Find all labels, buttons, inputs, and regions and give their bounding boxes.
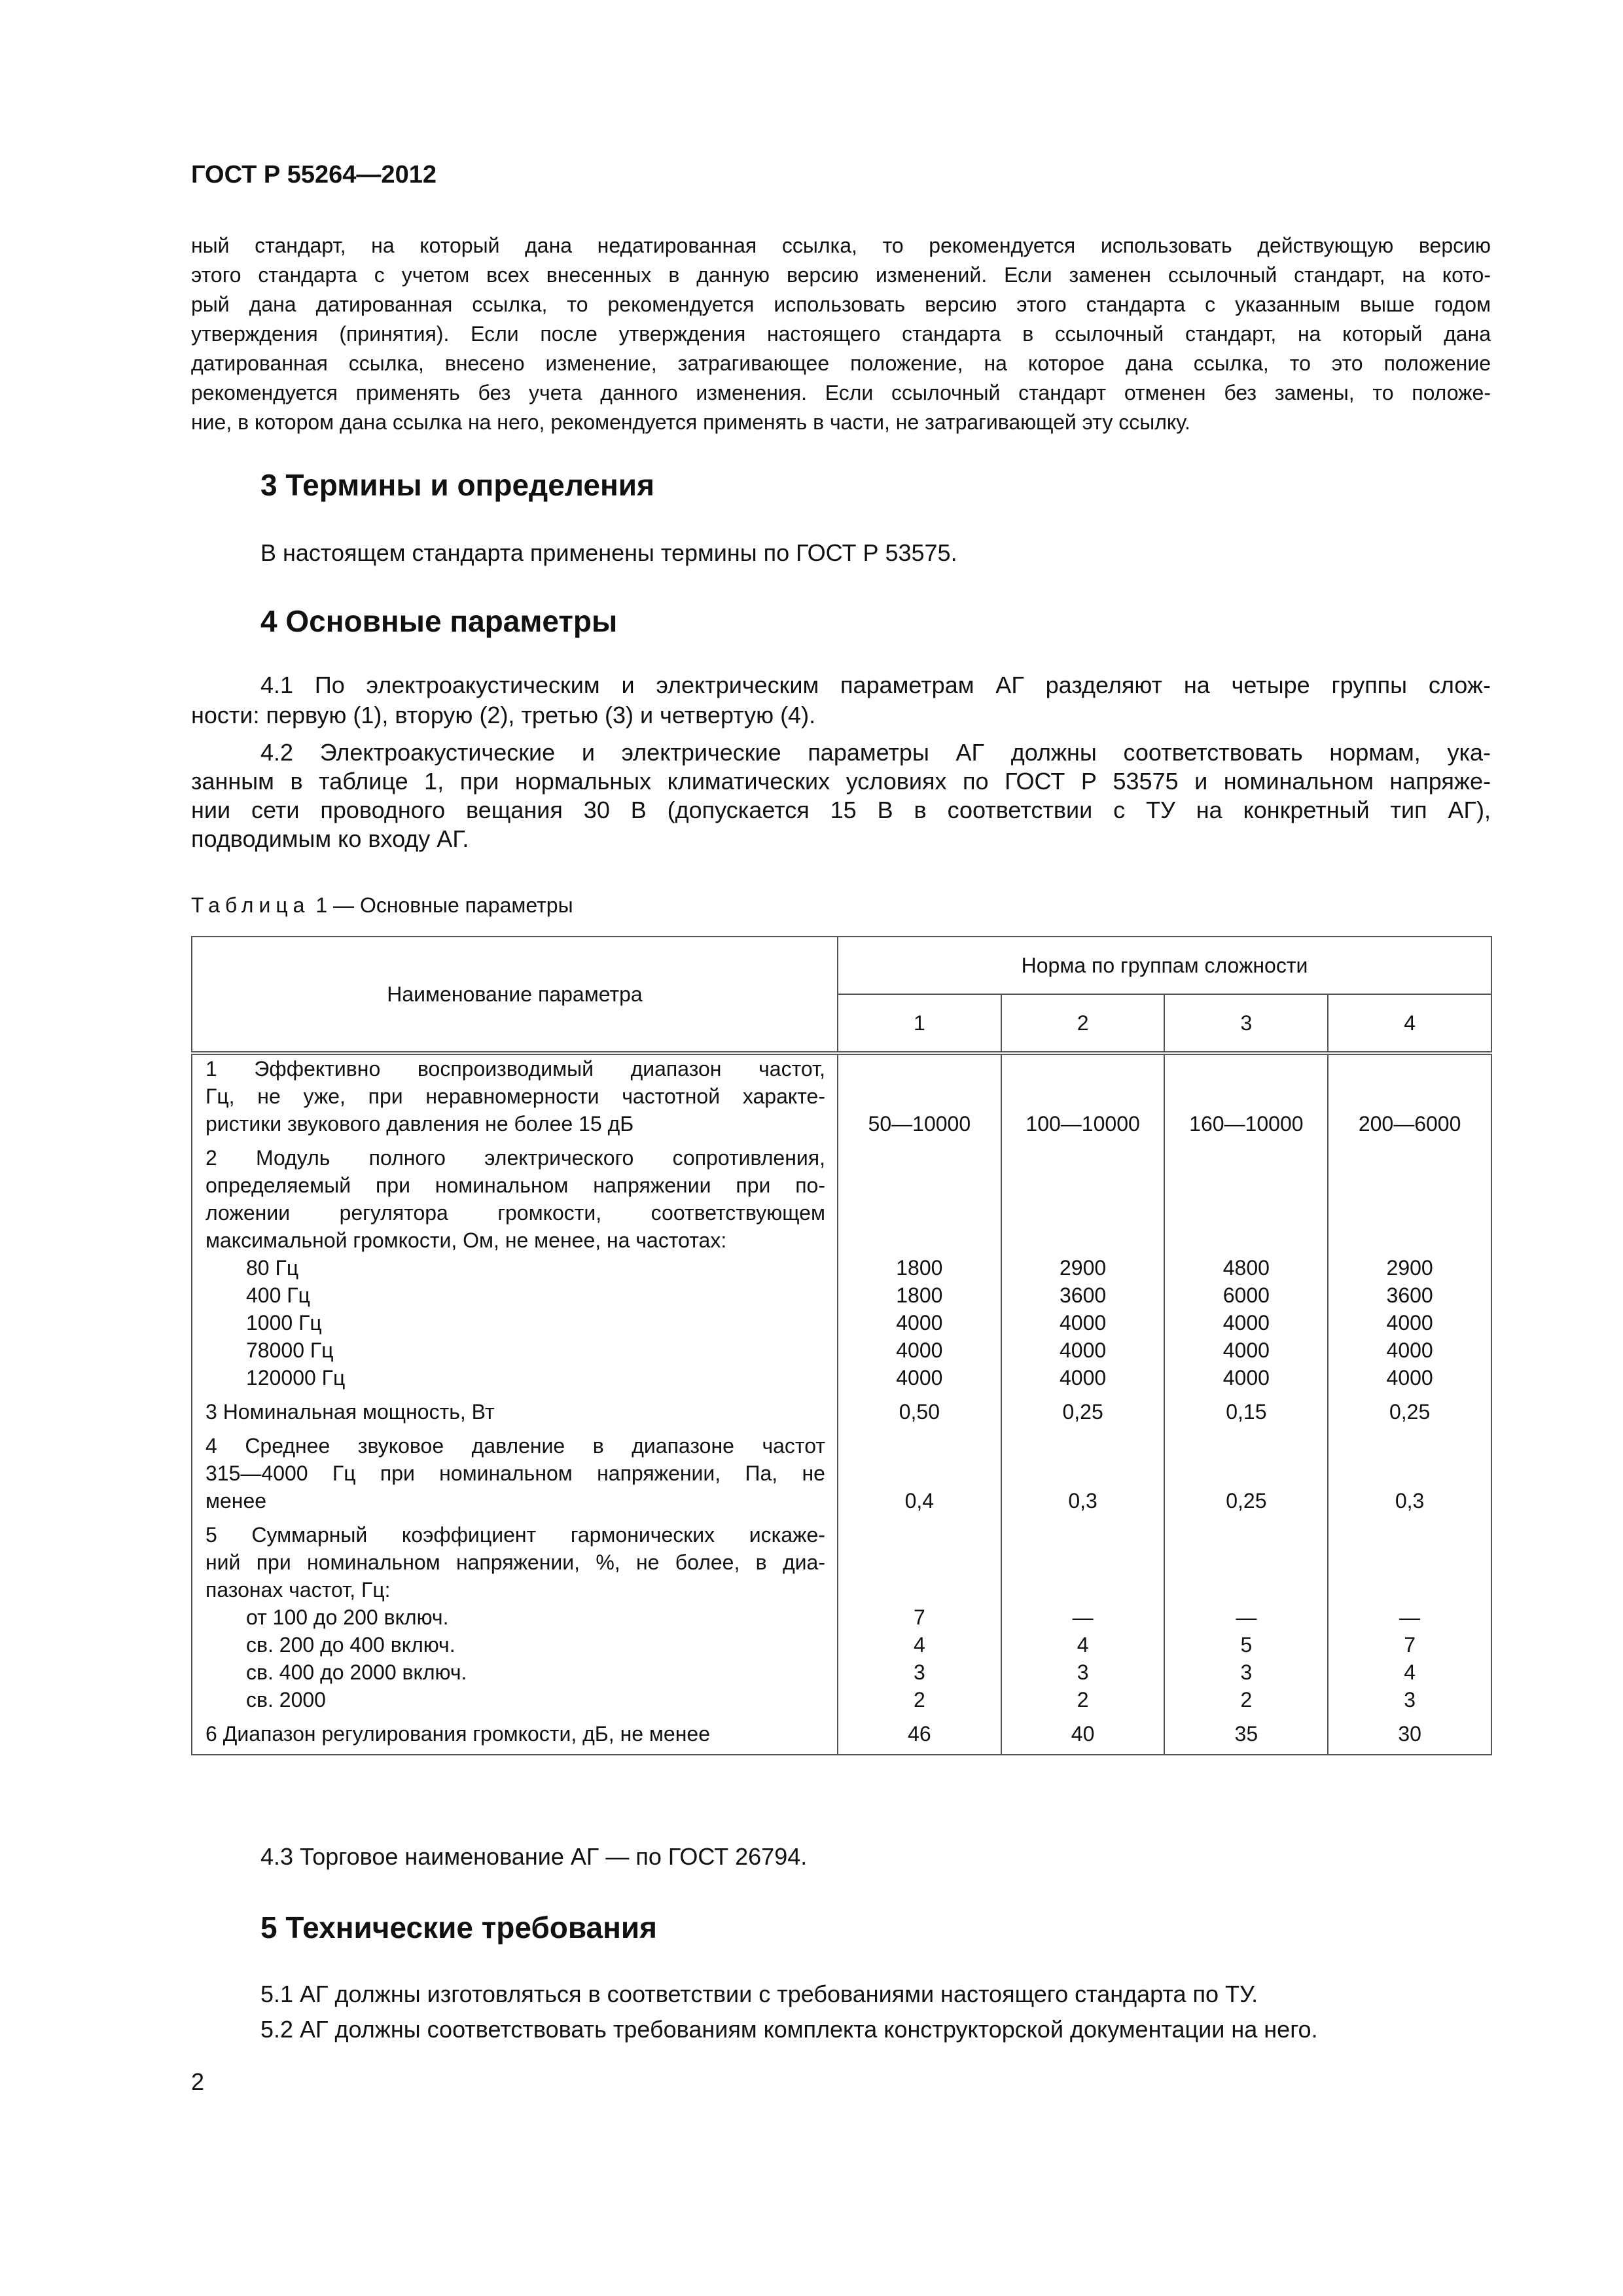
parameter-name-line: ний при номинальном напряжении, %, не более, в диа- — [205, 1551, 825, 1574]
value-line: 0,25 — [1226, 1489, 1267, 1513]
value-line: 5 — [1240, 1633, 1253, 1657]
value-line: 0,15 — [1226, 1400, 1267, 1424]
value-line: 30 — [1398, 1722, 1421, 1746]
value-cell-group-3 — [1164, 1398, 1328, 1432]
value-line: 4000 — [1060, 1366, 1107, 1390]
value-line: 4 — [1077, 1633, 1089, 1657]
value-cell-group-2 — [1001, 1144, 1165, 1398]
table-row — [192, 1144, 1491, 1398]
value-cell-group-2 — [1001, 1053, 1165, 1144]
parameter-name-line: 1 Эффективно воспроизводимый диапазон частот, — [205, 1057, 825, 1081]
value-cell-group-2 — [1001, 1720, 1165, 1755]
table-caption-word: Таблица — [191, 893, 310, 917]
value-line: 0,25 — [1062, 1400, 1103, 1424]
parameter-name-line: ложении регулятора громкости, соответствующем — [205, 1201, 825, 1225]
parameter-sub-item: 400 Гц — [246, 1283, 310, 1307]
column-header-group-4: 4 — [1328, 994, 1491, 1053]
table-row — [192, 1720, 1491, 1755]
value-line: 0,25 — [1389, 1400, 1431, 1424]
value-cell-group-1 — [838, 1720, 1001, 1755]
value-line: 0,3 — [1395, 1489, 1425, 1513]
parameter-name-line: определяемый при номинальном напряжении при по- — [205, 1174, 825, 1197]
paragraph-4-3: 4.3 Торговое наименование АГ — по ГОСТ 26794. — [260, 1843, 808, 1870]
value-cell-group-3 — [1164, 1720, 1328, 1755]
value-cell-group-4 — [1328, 1521, 1491, 1720]
value-line: 3 — [1077, 1660, 1089, 1684]
document-header: ГОСТ Р 55264—2012 — [191, 161, 437, 188]
parameter-name-line: 3 Номинальная мощность, Вт — [205, 1400, 495, 1424]
value-line: 1800 — [896, 1283, 943, 1307]
value-line: 4000 — [896, 1366, 943, 1390]
value-line: 2900 — [1386, 1256, 1433, 1280]
parameter-name-line: 5 Суммарный коэффициент гармонических искаже- — [205, 1523, 825, 1547]
intro-paragraph — [191, 231, 1491, 437]
intro-line: ние, в котором дана ссылка на него, рекомендуется применять в части, не затрагивающей эту ссылку. — [191, 410, 1190, 434]
intro-line: рый дана датированная ссылка, то рекомендуется использовать версию этого стандарта с указанным выше годом — [191, 293, 1491, 316]
parameter-name-cell — [192, 1720, 838, 1755]
column-header-norm: Норма по группам сложности — [838, 937, 1491, 994]
parameter-sub-item: 1000 Гц — [246, 1311, 322, 1335]
value-cell-group-2 — [1001, 1432, 1165, 1521]
value-line: 0,4 — [904, 1489, 935, 1513]
value-line: 100—10000 — [1026, 1112, 1140, 1136]
parameter-name-line: 315—4000 Гц при номинальном напряжении, Па, не — [205, 1462, 825, 1485]
value-line: 4800 — [1222, 1256, 1270, 1280]
parameter-sub-item: св. 2000 — [246, 1688, 326, 1712]
parameter-sub-item: от 100 до 200 включ. — [246, 1605, 449, 1629]
value-line: — — [1072, 1605, 1094, 1629]
value-line: 3600 — [1386, 1283, 1433, 1307]
value-line: 4000 — [1222, 1311, 1270, 1335]
parameter-name-cell — [192, 1432, 838, 1521]
parameter-name-cell — [192, 1053, 838, 1144]
parameter-sub-item: св. 200 до 400 включ. — [246, 1633, 455, 1657]
value-line: 200—6000 — [1358, 1112, 1461, 1136]
intro-line: утверждения (принятия). Если после утверждения настоящего стандарта в ссылочный стандарт, на который дана — [191, 322, 1491, 346]
value-line: 2 — [1077, 1688, 1089, 1712]
paragraph-5-2: 5.2 АГ должны соответствовать требованиям комплекта конструкторской документации на него. — [260, 2016, 1318, 2043]
parameter-name-line: 2 Модуль полного электрического сопротивления, — [205, 1146, 825, 1170]
paragraph-4-2 — [191, 738, 1491, 853]
intro-line: ный стандарт, на который дана недатированная ссылка, то рекомендуется использовать действующую версию — [191, 234, 1491, 257]
paragraph-line: 4.1 По электроакустическим и электрическим параметрам АГ разделяют на четыре группы слож- — [260, 672, 1491, 698]
section-5-heading: 5 Технические требования — [260, 1910, 657, 1945]
table-caption-title: 1 — Основные параметры — [315, 893, 573, 917]
value-cell-group-3 — [1164, 1521, 1328, 1720]
intro-line: датированная ссылка, внесено изменение, затрагивающее положение, на которое дана ссылка, то это положение — [191, 351, 1491, 375]
value-cell-group-3 — [1164, 1053, 1328, 1144]
value-line: 3 — [1404, 1688, 1416, 1712]
value-line: 4000 — [1386, 1366, 1433, 1390]
column-header-group-2: 2 — [1001, 994, 1165, 1053]
value-line: 40 — [1071, 1722, 1095, 1746]
parameter-name-line: максимальной громкости, Ом, не менее, на частотах: — [205, 1229, 727, 1252]
parameter-sub-item: 120000 Гц — [246, 1366, 346, 1390]
section-3-text: В настоящем стандарта применены термины по ГОСТ Р 53575. — [260, 539, 957, 566]
table-row — [192, 1432, 1491, 1521]
table-row — [192, 1521, 1491, 1720]
intro-line: рекомендуется применять без учета данного изменения. Если ссылочный стандарт отменен без замены, то положе- — [191, 381, 1491, 404]
paragraph-line: нии сети проводного вещания 30 В (допускается 15 В в соответствии с ТУ на конкретный тип АГ), — [191, 797, 1491, 823]
parameter-name-cell — [192, 1144, 838, 1398]
value-line: — — [1236, 1605, 1257, 1629]
value-line: 2 — [913, 1688, 925, 1712]
value-cell-group-4 — [1328, 1432, 1491, 1521]
parameter-name-line: ристики звукового давления не более 15 дБ — [205, 1112, 634, 1136]
value-line: 3600 — [1060, 1283, 1107, 1307]
value-line: 4 — [1404, 1660, 1416, 1684]
value-line: 160—10000 — [1189, 1112, 1304, 1136]
parameter-name-cell — [192, 1398, 838, 1432]
section-4-heading: 4 Основные параметры — [260, 604, 618, 638]
column-header-group-3: 3 — [1164, 994, 1328, 1053]
value-line: 46 — [908, 1722, 931, 1746]
parameter-name-line: 6 Диапазон регулирования громкости, дБ, не менее — [205, 1722, 710, 1746]
table-row — [192, 1398, 1491, 1432]
page-number: 2 — [191, 2068, 205, 2095]
value-line: 4000 — [1386, 1311, 1433, 1335]
parameter-sub-item: 78000 Гц — [246, 1338, 334, 1362]
value-cell-group-2 — [1001, 1398, 1165, 1432]
value-line: 4 — [913, 1633, 925, 1657]
paragraph-line: ности: первую (1), вторую (2), третью (3) и четвертую (4). — [191, 702, 816, 728]
value-line: 35 — [1234, 1722, 1258, 1746]
value-cell-group-1 — [838, 1144, 1001, 1398]
value-line: — — [1399, 1605, 1421, 1629]
parameter-name-cell — [192, 1521, 838, 1720]
paragraph-line: подводимым ко входу АГ. — [191, 825, 469, 852]
parameters-table — [191, 936, 1492, 1755]
table-row — [192, 1053, 1491, 1144]
paragraph-line: занным в таблице 1, при нормальных климатических условиях по ГОСТ Р 53575 и номинальном напряже- — [191, 768, 1491, 795]
value-line: 3 — [1240, 1660, 1253, 1684]
value-line: 0,50 — [899, 1400, 940, 1424]
value-line: 4000 — [896, 1338, 943, 1362]
value-cell-group-1 — [838, 1521, 1001, 1720]
value-line: 4000 — [1222, 1338, 1270, 1362]
value-line: 4000 — [1222, 1366, 1270, 1390]
paragraph-line: 4.2 Электроакустические и электрические параметры АГ должны соответствовать нормам, ука- — [260, 739, 1491, 766]
value-line: 4000 — [1386, 1338, 1433, 1362]
value-cell-group-3 — [1164, 1432, 1328, 1521]
value-cell-group-1 — [838, 1432, 1001, 1521]
paragraph-5-1: 5.1 АГ должны изготовляться в соответствии с требованиями настоящего стандарта по ТУ. — [260, 1981, 1258, 2007]
value-line: 6000 — [1222, 1283, 1270, 1307]
column-header-group-1: 1 — [838, 994, 1001, 1053]
value-line: 2900 — [1060, 1256, 1107, 1280]
value-line: 7 — [1404, 1633, 1416, 1657]
column-header-parameter: Наименование параметра — [192, 937, 838, 1053]
section-3-heading: 3 Термины и определения — [260, 468, 654, 502]
value-cell-group-2 — [1001, 1521, 1165, 1720]
value-line: 2 — [1240, 1688, 1253, 1712]
value-cell-group-4 — [1328, 1144, 1491, 1398]
parameter-name-line: менее — [205, 1489, 267, 1513]
parameter-sub-item: св. 400 до 2000 включ. — [246, 1660, 467, 1684]
value-cell-group-4 — [1328, 1053, 1491, 1144]
intro-line: этого стандарта с учетом всех внесенных в данную версию изменений. Если заменен ссылочный стандарт, на кото- — [191, 263, 1491, 287]
parameter-sub-item: 80 Гц — [246, 1256, 299, 1280]
parameter-name-line: 4 Среднее звуковое давление в диапазоне частот — [205, 1434, 825, 1458]
value-line: 1800 — [896, 1256, 943, 1280]
value-cell-group-1 — [838, 1398, 1001, 1432]
table-caption — [191, 893, 573, 918]
value-cell-group-4 — [1328, 1720, 1491, 1755]
value-cell-group-3 — [1164, 1144, 1328, 1398]
value-line: 7 — [913, 1605, 925, 1629]
parameter-name-line: Гц, не уже, при неравномерности частотной характе- — [205, 1085, 825, 1108]
value-line: 50—10000 — [868, 1112, 971, 1136]
value-line: 4000 — [896, 1311, 943, 1335]
value-line: 4000 — [1060, 1338, 1107, 1362]
paragraph-4-1 — [191, 670, 1491, 730]
value-line: 3 — [913, 1660, 925, 1684]
value-cell-group-4 — [1328, 1398, 1491, 1432]
value-cell-group-1 — [838, 1053, 1001, 1144]
value-line: 4000 — [1060, 1311, 1107, 1335]
parameter-name-line: пазонах частот, Гц: — [205, 1578, 391, 1602]
value-line: 0,3 — [1068, 1489, 1097, 1513]
